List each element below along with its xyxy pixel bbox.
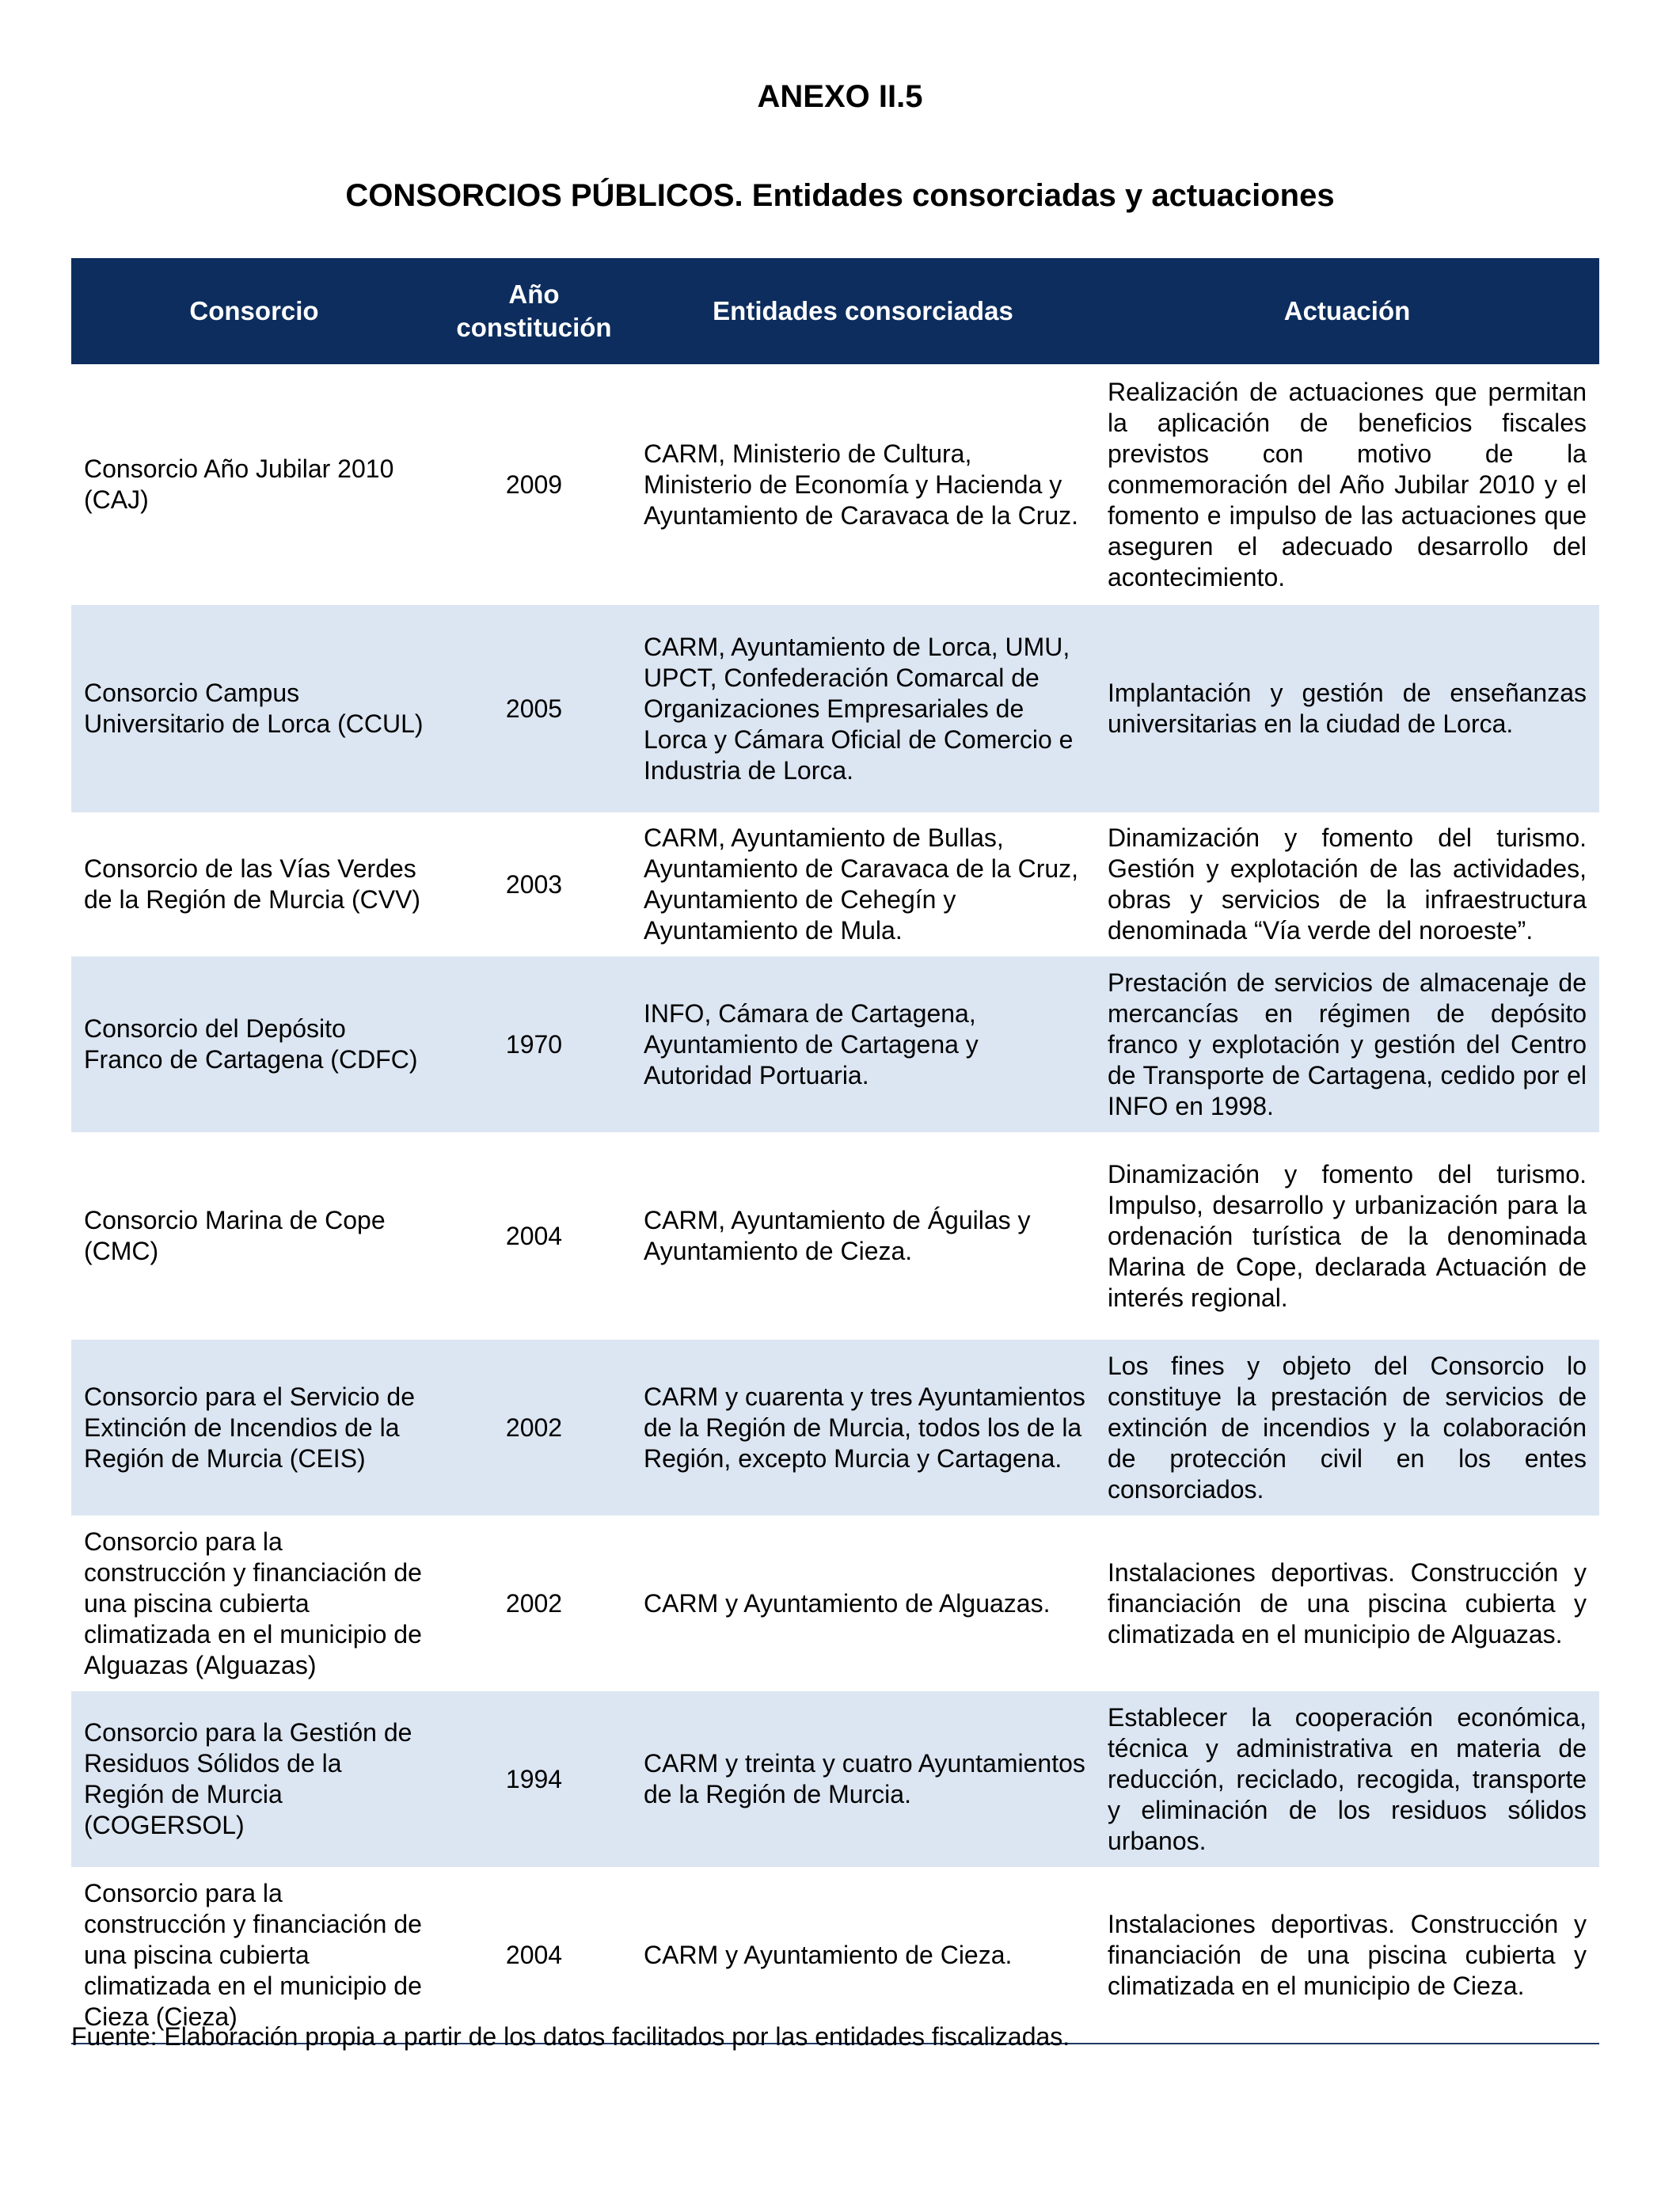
source-note: Fuente: Elaboración propia a partir de los datos facilitados por las entidades fiscalizadas. — [71, 2022, 1070, 2051]
cell-anio: 2004 — [505, 1221, 563, 1250]
cell-anio: 2004 — [505, 1940, 563, 1969]
cell-actuacion: Implantación y gestión de enseñanzas universitarias en la ciudad de Lorca. — [1095, 605, 1599, 812]
cell-actuacion: Instalaciones deportivas. Construcción y financiación de una piscina cubierta y climatizada en el municipio de Alguazas. — [1108, 1557, 1587, 1648]
table-body — [71, 364, 1599, 2043]
cell-actuacion: Dinamización y fomento del turismo. Gestión y explotación de las actividades, obras y servicios de la infraestructura denominada “Vía verde del noroeste”. — [1108, 823, 1587, 945]
consorcios-table-container — [71, 258, 1599, 2044]
header-anio-line1: Año — [508, 280, 560, 309]
header-consorcio: Consorcio — [71, 258, 437, 364]
table-row — [71, 364, 1599, 605]
cell-consorcio: Consorcio para la construcción y financiación de una piscina cubierta climatizada en el municipio de Alguazas (Alguazas) — [84, 1527, 422, 1679]
cell-anio: 1970 — [437, 956, 631, 1132]
table-row — [71, 1515, 1599, 1691]
cell-anio: 2005 — [437, 605, 631, 812]
table-row — [71, 812, 1599, 956]
cell-consorcio: Consorcio Campus Universitario de Lorca (CCUL) — [71, 605, 437, 812]
cell-entidades: CARM y treinta y cuatro Ayuntamientos de la Región de Murcia. — [631, 1691, 1095, 1867]
cell-anio: 2002 — [505, 1588, 563, 1618]
cell-anio: 1994 — [437, 1691, 631, 1867]
cell-anio: 2003 — [505, 869, 563, 899]
table-row — [71, 1691, 1599, 1867]
cell-entidades: CARM y Ayuntamiento de Alguazas. — [644, 1588, 1051, 1618]
header-anio-constitucion — [437, 258, 631, 364]
cell-consorcio: Consorcio del Depósito Franco de Cartagena (CDFC) — [71, 956, 437, 1132]
header-entidades: Entidades consorciadas — [631, 258, 1095, 364]
consorcios-table — [71, 258, 1599, 2043]
cell-anio: 2009 — [505, 470, 563, 499]
cell-consorcio: Consorcio para la construcción y financiación de una piscina cubierta climatizada en el municipio de Cieza (Cieza) — [84, 1878, 422, 2031]
cell-entidades: CARM, Ministerio de Cultura, Ministerio de Economía y Hacienda y Ayuntamiento de Caravaca de la Cruz. — [644, 439, 1079, 530]
header-anio-line2: constitución — [456, 313, 612, 342]
cell-consorcio: Consorcio de las Vías Verdes de la Región de Murcia (CVV) — [84, 854, 421, 914]
cell-actuacion: Prestación de servicios de almacenaje de mercancías en régimen de depósito franco y explotación y gestión del Centro de Transporte de Cartagena, cedido por el INFO en 1998. — [1095, 956, 1599, 1132]
cell-actuacion: Dinamización y fomento del turismo. Impulso, desarrollo y urbanización para la ordenación turística de la denominada Marina de Cope, declarada Actuación de interés regional. — [1108, 1159, 1587, 1312]
cell-actuacion: Establecer la cooperación económica, técnica y administrativa en materia de reducción, reciclado, recogida, transporte y eliminación de los residuos sólidos urbanos. — [1095, 1691, 1599, 1867]
cell-entidades: CARM y Ayuntamiento de Cieza. — [644, 1940, 1013, 1969]
table-row — [71, 605, 1599, 812]
annex-title: ANEXO II.5 — [757, 79, 923, 114]
table-row — [71, 1132, 1599, 1340]
cell-actuacion: Realización de actuaciones que permitan la aplicación de beneficios fiscales previstos con motivo de la conmemoración del Año Jubilar 2010 y el fomento e impulso de las actuaciones que aseguren el adecuado desarrollo del acontecimiento. — [1108, 377, 1587, 591]
cell-entidades: CARM, Ayuntamiento de Bullas, Ayuntamiento de Caravaca de la Cruz, Ayuntamiento de Cehegín y Ayuntamiento de Mula. — [644, 823, 1079, 945]
cell-entidades: CARM, Ayuntamiento de Águilas y Ayuntamiento de Cieza. — [644, 1206, 1031, 1265]
header-row — [71, 258, 1599, 364]
table-row — [71, 1867, 1599, 2043]
cell-entidades: INFO, Cámara de Cartagena, Ayuntamiento de Cartagena y Autoridad Portuaria. — [631, 956, 1095, 1132]
cell-consorcio: Consorcio Marina de Cope (CMC) — [84, 1206, 386, 1265]
table-row — [71, 956, 1599, 1132]
header-actuacion: Actuación — [1095, 258, 1599, 364]
cell-consorcio: Consorcio Año Jubilar 2010 (CAJ) — [84, 454, 394, 514]
cell-entidades: CARM, Ayuntamiento de Lorca, UMU, UPCT, Confederación Comarcal de Organizaciones Empresariales de Lorca y Cámara Oficial de Comercio e Industria de Lorca. — [631, 605, 1095, 812]
document-title: CONSORCIOS PÚBLICOS. Entidades consorciadas y actuaciones — [345, 178, 1335, 213]
cell-anio: 2002 — [437, 1340, 631, 1515]
cell-consorcio: Consorcio para el Servicio de Extinción de Incendios de la Región de Murcia (CEIS) — [71, 1340, 437, 1515]
table-row — [71, 1340, 1599, 1515]
table-header — [71, 258, 1599, 364]
cell-consorcio: Consorcio para la Gestión de Residuos Sólidos de la Región de Murcia (COGERSOL) — [71, 1691, 437, 1867]
cell-actuacion: Instalaciones deportivas. Construcción y financiación de una piscina cubierta y climatizada en el municipio de Cieza. — [1108, 1909, 1587, 2000]
cell-actuacion: Los fines y objeto del Consorcio lo constituye la prestación de servicios de extinción de incendios y la colaboración de protección civil en los entes consorciados. — [1095, 1340, 1599, 1515]
cell-entidades: CARM y cuarenta y tres Ayuntamientos de la Región de Murcia, todos los de la Región, excepto Murcia y Cartagena. — [631, 1340, 1095, 1515]
